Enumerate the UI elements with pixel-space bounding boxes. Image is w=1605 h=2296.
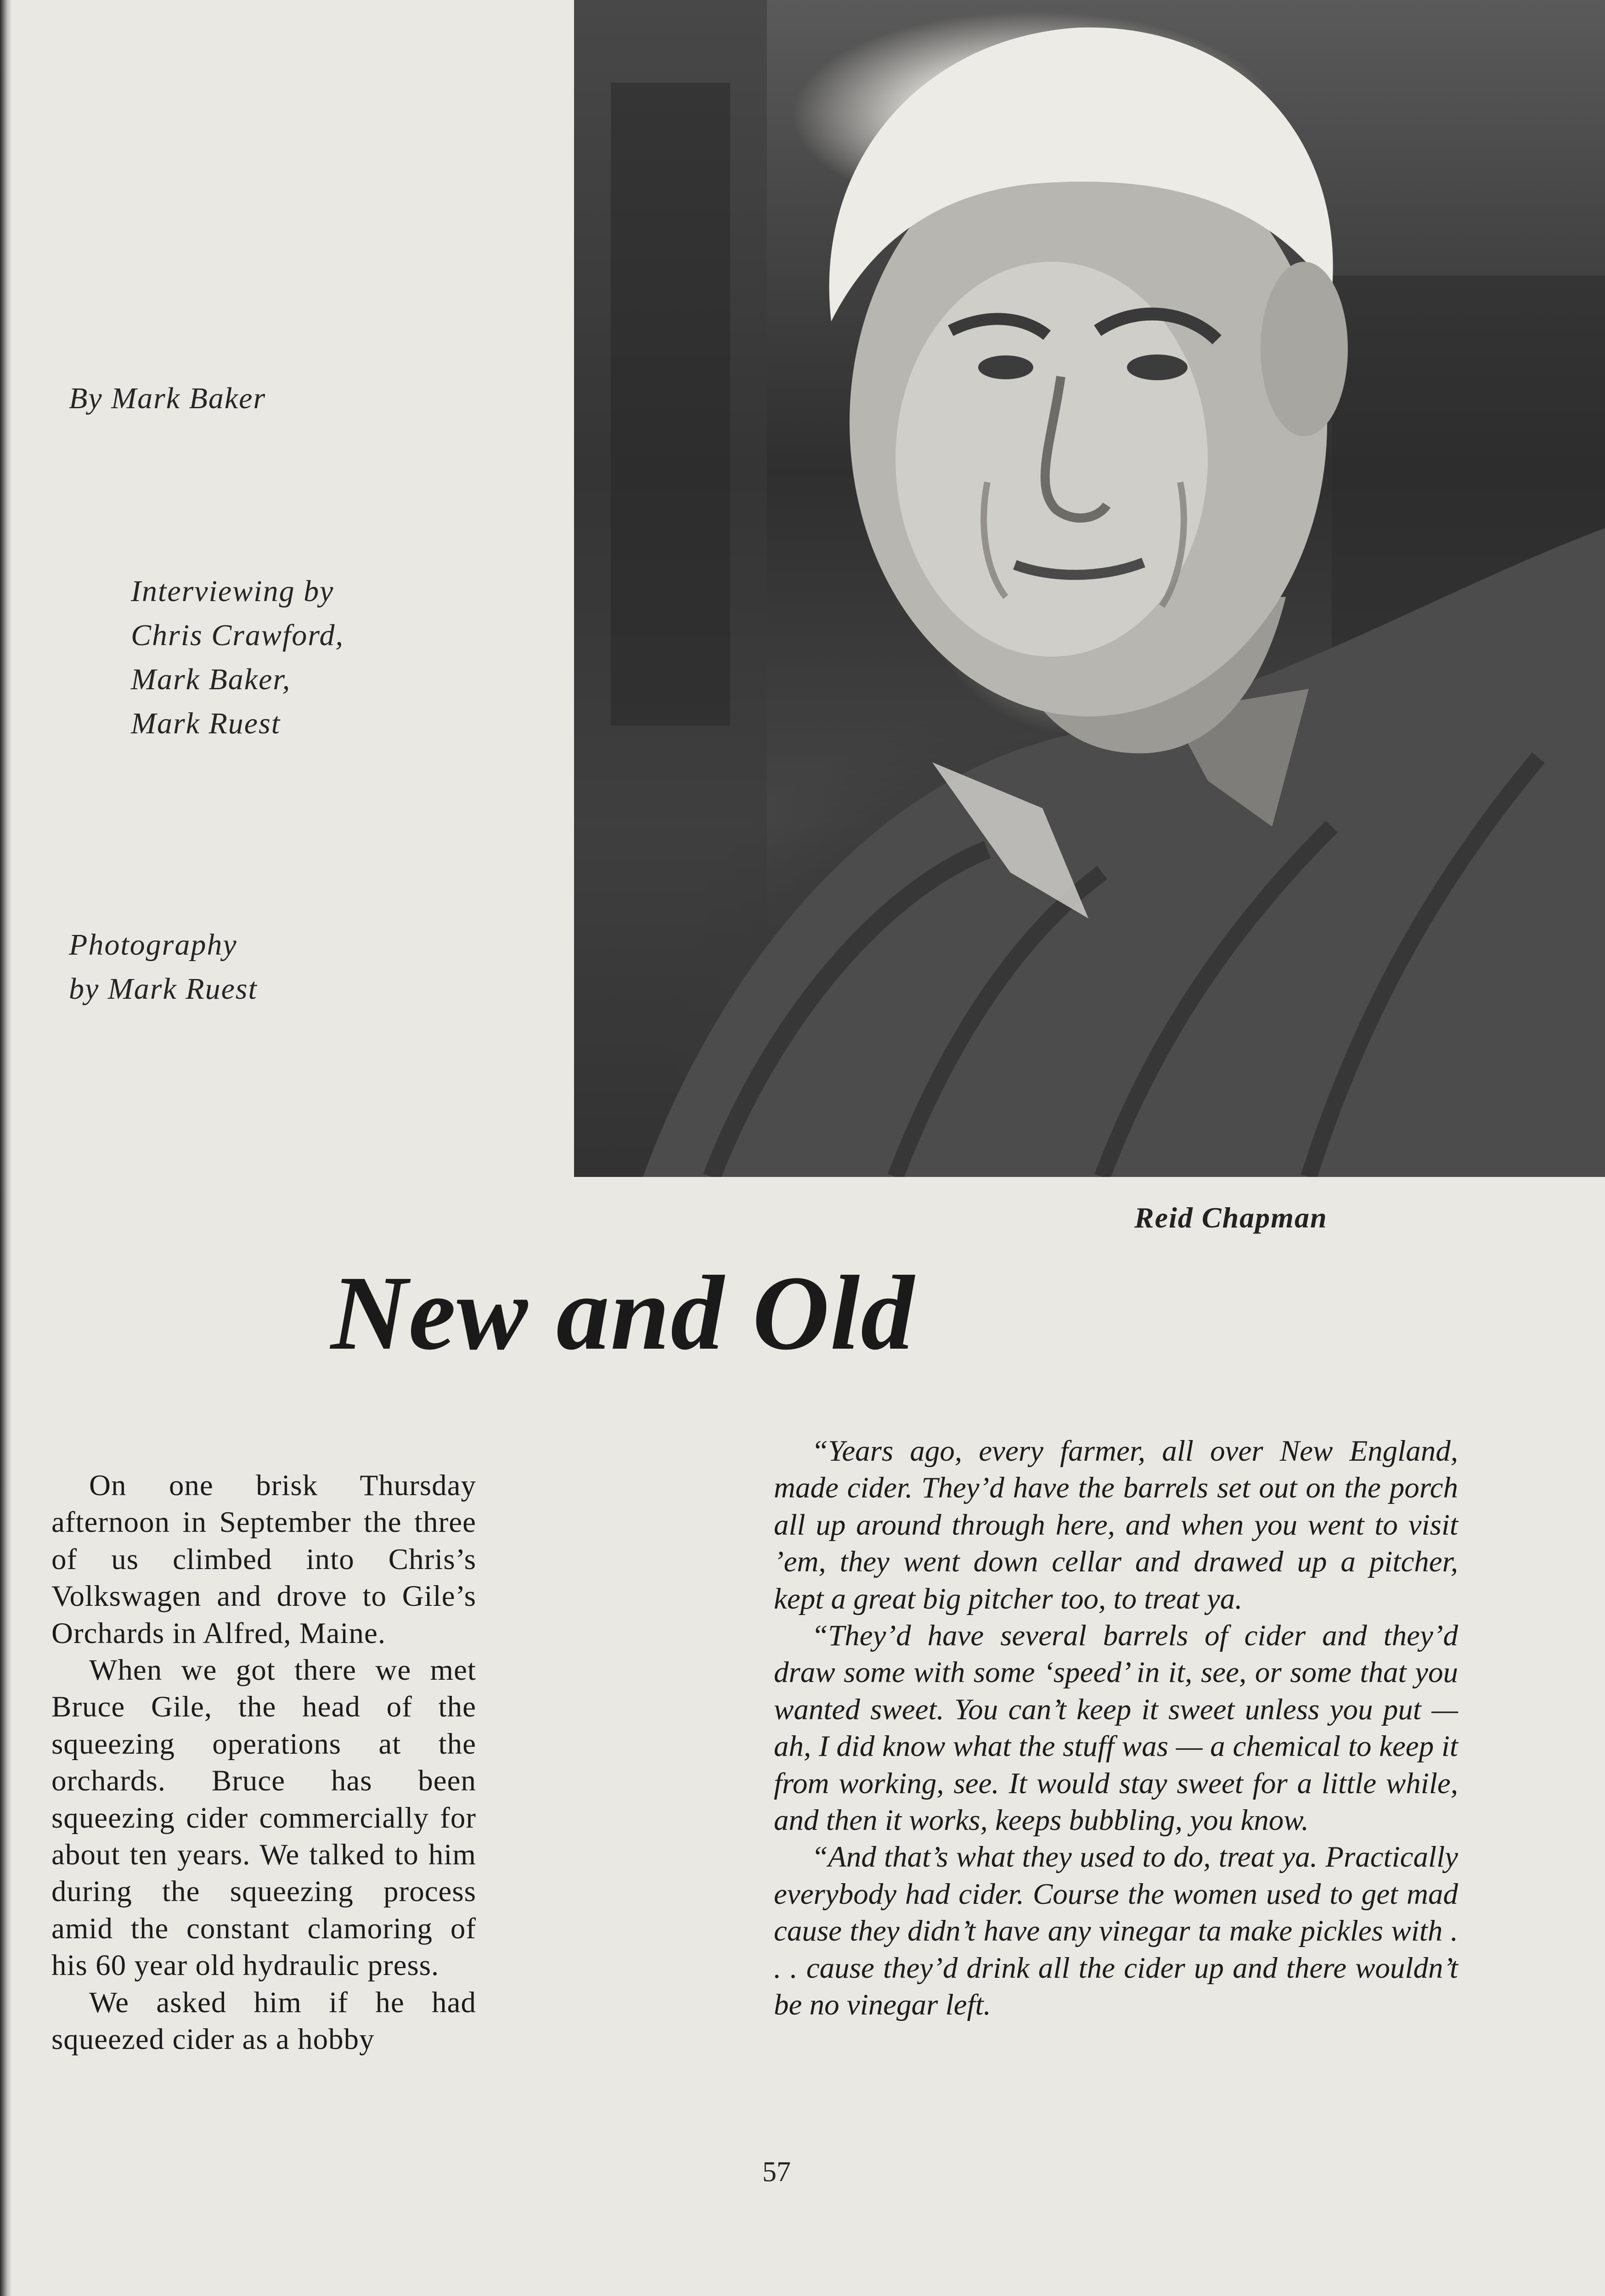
photography-credits bbox=[69, 923, 258, 1011]
portrait-illustration bbox=[574, 0, 1605, 1177]
interview-credits bbox=[131, 569, 344, 746]
left-column bbox=[51, 1467, 476, 2058]
page-number: 57 bbox=[762, 2156, 791, 2188]
photo-caption: Reid Chapman bbox=[1134, 1201, 1328, 1234]
photography-credit-line: Photography bbox=[69, 928, 237, 962]
paragraph: We asked him if he had squeezed cider as a hobby bbox=[51, 1986, 476, 2056]
interview-credit-line: Chris Crawford, bbox=[131, 619, 344, 652]
interview-credit-line: Mark Ruest bbox=[131, 707, 281, 740]
byline bbox=[69, 377, 266, 421]
page-edge-shadow bbox=[0, 0, 12, 2296]
ear-shape bbox=[1261, 262, 1348, 436]
quote-paragraph: “They’d have several barrels of cider and they’d draw some with some ‘speed’ in it, see, or some that you wanted sweet. You can’t keep it sweet unless you put — ah, I did know what the stuff was — a chemical to keep it from working, see. It would stay sweet for a little while, and then it works, keeps bubbling, you know. bbox=[774, 1619, 1458, 1837]
paragraph: When we got there we met Bruce Gile, the head of the squeezing operations at the orchards. Bruce has been squeezing cider commercially for about ten years. We talked to him during the squeezing process amid the constant clamoring of his 60 year old hydraulic press. bbox=[51, 1654, 476, 1982]
photography-credit-line: by Mark Ruest bbox=[69, 972, 258, 1006]
article-title: New and Old bbox=[331, 1254, 915, 1372]
background-shelf-shape bbox=[611, 83, 730, 726]
interview-credit-line: Interviewing by bbox=[131, 574, 334, 608]
right-column bbox=[774, 1433, 1458, 2024]
face-highlight bbox=[895, 262, 1208, 657]
byline-text: By Mark Baker bbox=[69, 382, 266, 415]
eye-left bbox=[978, 355, 1033, 379]
eye-right bbox=[1127, 355, 1188, 380]
portrait-photo bbox=[574, 0, 1605, 1177]
quote-paragraph: “Years ago, every farmer, all over New England, made cider. They’d have the barrels set out on the porch all up around through here, and when you went to visit ’em, they went down cellar and drawed up a pitcher, kept a great big pitcher too, to treat ya. bbox=[774, 1435, 1458, 1615]
paragraph: On one brisk Thursday afternoon in September the three of us climbed into Chris’s Volkswagen and drove to Gile’s Orchards in Alfred, Maine. bbox=[51, 1469, 476, 1650]
interview-credit-line: Mark Baker, bbox=[131, 663, 291, 696]
quote-paragraph: “And that’s what they used to do, treat ya. Practically everybody had cider. Course the women used to get mad cause they didn’t have any vinegar ta make pickles with . . . cause they’d drink all the cider up and there wouldn’t be no vinegar left. bbox=[774, 1840, 1458, 2022]
